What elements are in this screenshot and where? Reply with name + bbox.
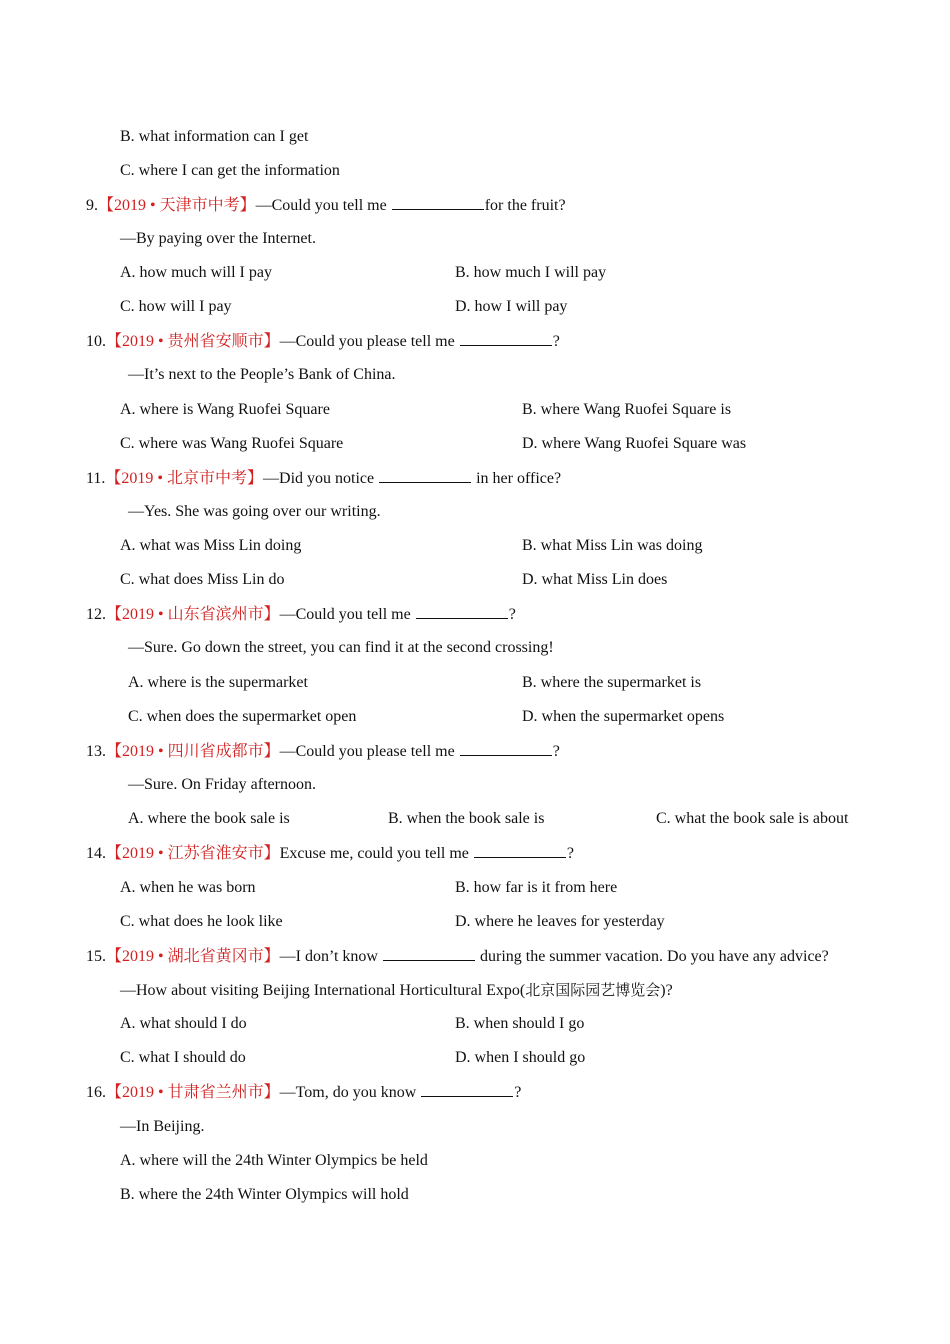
stem-text: in her office? — [472, 470, 562, 487]
q8-option-c: C. where I can get the information — [120, 162, 340, 179]
q13-option-b: B. when the book sale is — [388, 810, 545, 827]
question-number: 9. — [86, 197, 98, 214]
answer-text: )? — [660, 982, 673, 999]
q16-answer: —In Beijing. — [120, 1118, 205, 1135]
stem-text: —I don’t know — [279, 948, 382, 965]
q14-option-a: A. when he was born — [120, 879, 256, 896]
q13-option-c: C. what the book sale is about — [656, 810, 849, 827]
q10-option-a: A. where is Wang Ruofei Square — [120, 401, 330, 418]
answer-blank — [460, 741, 552, 756]
q15-option-c: C. what I should do — [120, 1049, 246, 1066]
answer-blank — [416, 604, 508, 619]
q12-stem — [86, 604, 516, 625]
stem-text: for the fruit? — [484, 197, 566, 214]
q12-answer: —Sure. Go down the street, you can find it at the second crossing! — [128, 639, 554, 656]
q15-option-b: B. when should I go — [455, 1015, 585, 1032]
q11-stem — [86, 468, 561, 489]
source-tag: 【2019 • 甘肃省兰州市】 — [106, 1084, 280, 1101]
question-number: 15. — [86, 948, 106, 965]
q15-option-d: D. when I should go — [455, 1049, 586, 1066]
q13-option-a: A. where the book sale is — [128, 810, 290, 827]
source-tag: 【2019 • 湖北省黄冈市】 — [106, 948, 280, 965]
answer-text: —How about visiting Beijing International Horticultural Expo( — [120, 982, 526, 999]
question-number: 13. — [86, 743, 106, 760]
answer-blank — [392, 195, 484, 210]
stem-text: —Tom, do you know — [279, 1084, 421, 1101]
source-tag: 【2019 • 四川省成都市】 — [106, 743, 280, 760]
source-tag: 【2019 • 天津市中考】 — [98, 197, 256, 214]
q9-option-c: C. how will I pay — [120, 298, 232, 315]
question-number: 11. — [86, 470, 106, 487]
q13-stem — [86, 741, 560, 762]
q10-stem — [86, 331, 560, 352]
q16-option-b: B. where the 24th Winter Olympics will hold — [120, 1186, 409, 1203]
q13-answer: —Sure. On Friday afternoon. — [128, 776, 316, 793]
q12-option-c: C. when does the supermarket open — [128, 708, 357, 725]
question-number: 16. — [86, 1084, 106, 1101]
stem-text: during the summer vacation. Do you have any advice? — [475, 948, 829, 965]
source-tag: 【2019 • 江苏省淮安市】 — [106, 845, 280, 862]
q11-option-b: B. what Miss Lin was doing — [522, 537, 703, 554]
q10-option-b: B. where Wang Ruofei Square is — [522, 401, 732, 418]
stem-text: Excuse me, could you tell me — [279, 845, 473, 862]
q12-option-d: D. when the supermarket opens — [522, 708, 725, 725]
q9-option-b: B. how much I will pay — [455, 264, 607, 281]
q12-option-a: A. where is the supermarket — [128, 674, 308, 691]
q11-answer: —Yes. She was going over our writing. — [128, 503, 381, 520]
q11-option-c: C. what does Miss Lin do — [120, 571, 285, 588]
answer-blank — [474, 843, 566, 858]
q12-option-b: B. where the supermarket is — [522, 674, 702, 691]
question-number: 10. — [86, 333, 106, 350]
answer-blank — [383, 946, 475, 961]
stem-text: ? — [552, 333, 560, 350]
stem-text: ? — [552, 743, 560, 760]
q9-answer: —By paying over the Internet. — [120, 230, 316, 247]
q10-answer: —It’s next to the People’s Bank of China. — [128, 366, 396, 383]
q14-option-d: D. where he leaves for yesterday — [455, 913, 665, 930]
stem-text: —Could you please tell me — [279, 333, 459, 350]
source-tag: 【2019 • 贵州省安顺市】 — [106, 333, 280, 350]
q9-option-d: D. how I will pay — [455, 298, 568, 315]
q11-option-d: D. what Miss Lin does — [522, 571, 668, 588]
q15-answer — [120, 980, 673, 1001]
q10-option-c: C. where was Wang Ruofei Square — [120, 435, 344, 452]
q14-option-c: C. what does he look like — [120, 913, 283, 930]
q9-option-a: A. how much will I pay — [120, 264, 272, 281]
q14-option-b: B. how far is it from here — [455, 879, 618, 896]
q10-option-d: D. where Wang Ruofei Square was — [522, 435, 747, 452]
q14-stem — [86, 843, 574, 864]
q15-stem — [86, 946, 829, 967]
q15-option-a: A. what should I do — [120, 1015, 247, 1032]
q16-stem — [86, 1082, 521, 1103]
stem-text: —Could you tell me — [255, 197, 391, 214]
answer-blank — [421, 1082, 513, 1097]
q16-option-a: A. where will the 24th Winter Olympics be held — [120, 1152, 428, 1169]
answer-blank — [460, 331, 552, 346]
q9-stem — [86, 195, 566, 216]
q11-option-a: A. what was Miss Lin doing — [120, 537, 302, 554]
answer-text-chinese: 北京国际园艺博览会 — [525, 981, 661, 999]
question-number: 12. — [86, 606, 106, 623]
stem-text: ? — [566, 845, 574, 862]
stem-text: ? — [514, 1084, 522, 1101]
q8-option-b: B. what information can I get — [120, 128, 309, 145]
stem-text: —Did you notice — [263, 470, 379, 487]
question-number: 14. — [86, 845, 106, 862]
source-tag: 【2019 • 山东省滨州市】 — [106, 606, 280, 623]
stem-text: —Could you please tell me — [279, 743, 459, 760]
stem-text: ? — [508, 606, 516, 623]
stem-text: —Could you tell me — [279, 606, 415, 623]
source-tag: 【2019 • 北京市中考】 — [105, 470, 264, 487]
answer-blank — [379, 468, 471, 483]
